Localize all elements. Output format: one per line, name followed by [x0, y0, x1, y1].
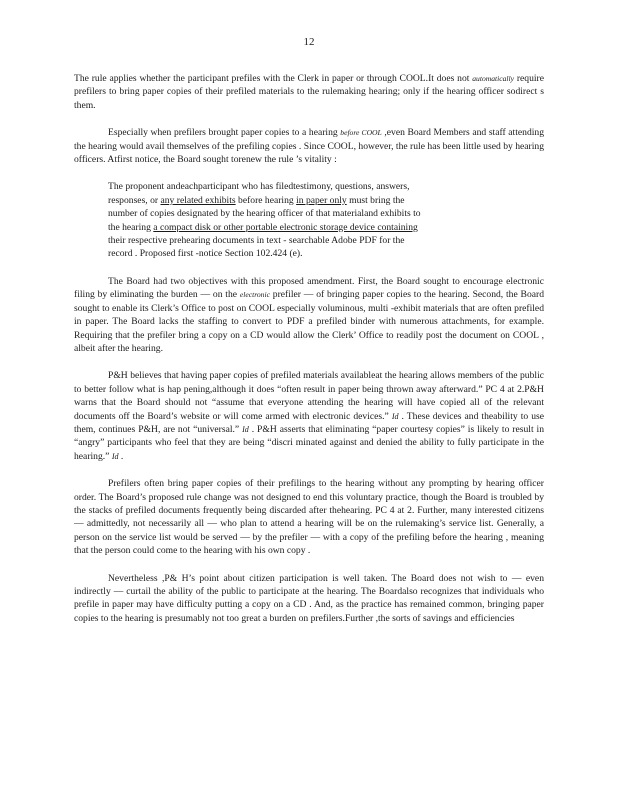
text-underline: any related exhibits — [160, 194, 236, 206]
paragraph-prefilers-history — [74, 126, 544, 166]
text-id: Id — [111, 451, 119, 461]
text-run: must bring the — [346, 194, 405, 206]
text-run: P&H believes that having paper copies of prefiled materials availableat the hearing allows members of the public to better follow what is hap pening,although it does “often result in paper being thrown away afterward.” PC 4 at 2.P&H warns that the Board should not “assume that everyone attending the hearing will have copied all of the relevant documents off the Board’s website or will come armed with electronic devices.” — [74, 370, 544, 422]
text-run: The proponent andeachparticipant who has filedtestimony, questions, answers, — [108, 181, 410, 193]
text-run: . P&H asserts that eliminating “paper courtesy copies” is likely to result in “angry” participants who feel that they are being “discri minated against and denied the ability to fully participate in the hearing.” — [74, 423, 545, 462]
text-id: Id — [242, 424, 249, 434]
text-underline: in paper only — [296, 194, 347, 206]
quote-line — [108, 180, 474, 193]
text-run: responses, or — [108, 194, 161, 206]
text-small-it: automatically — [472, 74, 514, 83]
text-run: The rule applies whether the participant prefiles with the Clerk in paper or through COOL.It does not — [74, 73, 473, 84]
quote-line — [108, 194, 474, 207]
text-id: Id — [391, 411, 399, 421]
quote-line — [108, 234, 474, 247]
text-run: Nevertheless ,P& H’s point about citizen participation is well taken. The Board does not wish to — even indirectly — curtail the ability of the public to participate at the hearing. The Boardalso recognizes that individuals who prefile in paper may have difficulty putting a copy on a CD . And, as the practice has remained common, bringing paper copies to the hearing is presumably not too great a burden on prefilers.Further ,the sorts of savings and efficiencies — [74, 572, 544, 624]
text-run: Prefilers often bring paper copies of their prefilings to the hearing without any prompting by hearing officer order. The Board’s proposed rule change was not designed to end this voluntary practice, though the Board is troubled by the stacks of prefiled documents frequently being discarded after thehearing. PC 4 at 2. Further, many interested citizens — admittedly, not necessarily all — who plan to attend a hearing will be on the rulemaking’s service list. Generally, a person on the service list would be served — by the prefiler — with a copy of the prefiling before the hearing , meaning that the person could come to the hearing with his own copy . — [74, 478, 544, 557]
text-small-it: before COOL — [340, 128, 382, 138]
text-run: require prefilers to bring paper copies of their prefiled materials to the rulemaking hearing; only if the hearing officer sodirect s them. — [74, 73, 544, 111]
paragraph-nevertheless — [74, 572, 544, 626]
text-small-it: electronic — [239, 290, 270, 300]
paragraph-rule-applies — [74, 72, 544, 112]
text-run: prefiler — of bringing paper copies to the hearing. Second, the Board sought to enable its Clerk’s Office to post on COOL especially voluminous, multi -exhibit materials that are often prefiled in paper. The Board lacks the staffing to convert to PDF a prefiled binder with numerous attachments, for example. Requiring that the prefiler bring a copy on a CD would allow the Clerk’ Office to readily post the document on COOL , albeit after the hearing. — [74, 289, 544, 354]
text-run: before hearing — [235, 194, 297, 206]
block-quote-proposed-rule — [108, 180, 474, 260]
text-run: ,even Board Members and staff attending the hearing would avail themselves of the prefiling copies . Since COOL, however, the rule has been little used by hearing officers. Atfirst notice, the Board sought torenew the rule ’s vitality : — [74, 127, 544, 166]
text-run: their respective prehearing documents in text - searchable Adobe PDF for the — [108, 235, 405, 247]
text-run: the hearing — [108, 221, 154, 233]
text-run: number of copies designated by the hearing officer of that materialand exhibits to — [108, 208, 421, 220]
paragraph-ph-comments — [74, 369, 544, 463]
page-number: 12 — [303, 36, 315, 48]
document-body — [74, 72, 544, 639]
text-underline: a compact disk or other portable electronic storage device containing — [153, 221, 418, 233]
quote-line — [108, 207, 474, 220]
quote-line — [108, 247, 474, 260]
quote-line — [108, 221, 474, 234]
paragraph-board-objectives — [74, 275, 544, 355]
text-run: . — [118, 450, 124, 462]
text-run: . These devices and theability to use them, continues P&H, are not “universal.” — [74, 410, 544, 435]
text-run: record . Proposed first -notice Section 102.424 (e). — [108, 248, 303, 260]
text-run: Especially when prefilers brought paper copies to a hearing — [108, 127, 341, 139]
paragraph-prefilers-practice — [74, 477, 544, 557]
text-run: The Board had two objectives with this proposed amendment. First, the Board sought to encourage electronic filing by eliminating the burden — on the — [74, 275, 544, 301]
